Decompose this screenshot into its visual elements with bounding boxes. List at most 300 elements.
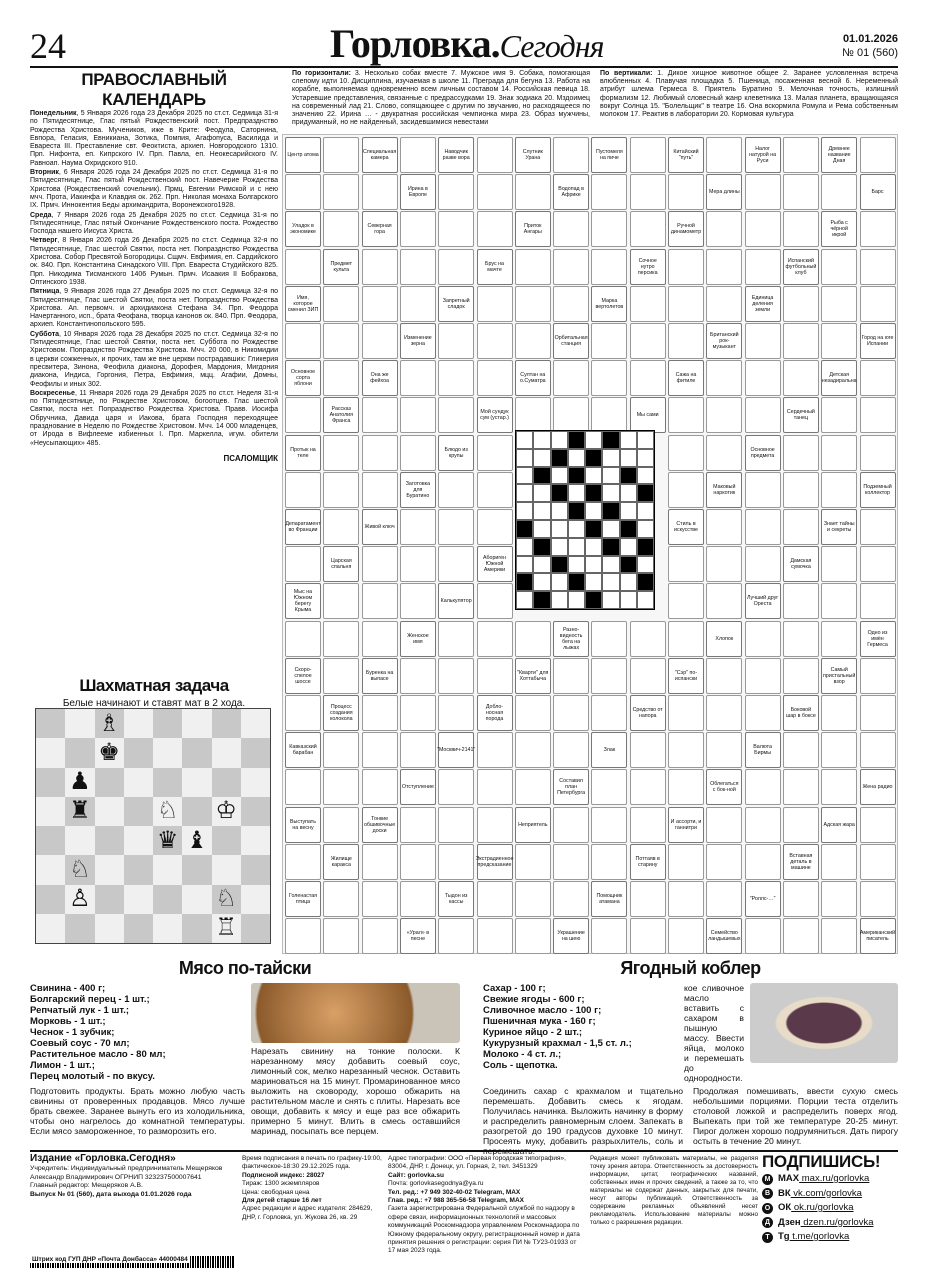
scanword-cell[interactable] [285,397,321,433]
scanword-cell[interactable] [668,546,704,582]
scanword-cell[interactable] [591,807,627,843]
scanword-cell[interactable] [630,286,666,322]
scanword-cell[interactable] [630,360,666,396]
scanword-cell[interactable] [860,360,896,396]
scanword-cell[interactable] [668,732,704,768]
scanword-cell[interactable] [668,844,704,880]
scanword-cell[interactable] [323,658,359,694]
scanword-cell[interactable] [860,695,896,731]
crossword-cell[interactable] [620,573,637,591]
crossword-cell[interactable] [637,431,654,449]
scanword-cell[interactable] [821,769,857,805]
scanword-cell[interactable] [630,137,666,173]
scanword-cell[interactable] [362,844,398,880]
scanword-cell[interactable] [285,918,321,954]
scanword-cell[interactable] [515,695,551,731]
crossword-cell[interactable] [533,573,550,591]
scanword-cell[interactable] [860,509,896,545]
scanword-cell[interactable] [477,621,513,657]
scanword-cell[interactable] [362,249,398,285]
scanword-cell[interactable] [438,844,474,880]
scanword-cell[interactable] [553,807,589,843]
scanword-cell[interactable] [515,621,551,657]
scanword-cell[interactable] [553,397,589,433]
scanword-cell[interactable] [362,621,398,657]
scanword-cell[interactable] [668,249,704,285]
scanword-cell[interactable] [745,323,781,359]
crossword-cell[interactable] [585,431,602,449]
scanword-cell[interactable] [477,286,513,322]
email[interactable]: Почта: gorlovkasegodnya@ya.ru [388,1180,484,1188]
scanword-cell[interactable] [477,881,513,917]
scanword-cell[interactable] [515,732,551,768]
scanword-cell[interactable] [706,397,742,433]
scanword-cell[interactable] [860,137,896,173]
crossword-cell[interactable] [516,556,533,574]
crossword-cell[interactable] [568,556,585,574]
scanword-cell[interactable] [860,397,896,433]
scanword-cell[interactable] [668,174,704,210]
scanword-cell[interactable] [745,174,781,210]
scanword-cell[interactable] [323,360,359,396]
scanword-cell[interactable] [821,844,857,880]
scanword-cell[interactable] [323,881,359,917]
scanword-cell[interactable] [860,286,896,322]
scanword-cell[interactable] [783,807,819,843]
crossword-cell[interactable] [516,431,533,449]
crossword-cell[interactable] [602,449,619,467]
scanword-cell[interactable] [821,732,857,768]
scanword-cell[interactable] [745,695,781,731]
scanword-cell[interactable] [706,658,742,694]
crossword-cell[interactable] [551,431,568,449]
scanword-cell[interactable] [821,286,857,322]
social-link-tg[interactable] [762,1230,898,1245]
scanword-cell[interactable] [860,658,896,694]
scanword-cell[interactable] [477,732,513,768]
crossword-cell[interactable] [516,449,533,467]
scanword-cell[interactable] [477,137,513,173]
scanword-cell[interactable] [400,249,436,285]
scanword-cell[interactable] [783,286,819,322]
scanword-cell[interactable] [745,807,781,843]
scanword-cell[interactable] [591,658,627,694]
crossword-cell[interactable] [533,484,550,502]
scanword-cell[interactable] [821,249,857,285]
crossword-cell[interactable] [551,538,568,556]
scanword-cell[interactable] [438,249,474,285]
scanword-cell[interactable] [438,397,474,433]
scanword-cell[interactable] [668,435,704,471]
scanword-cell[interactable] [745,918,781,954]
scanword-cell[interactable] [362,174,398,210]
scanword-cell[interactable] [668,881,704,917]
scanword-cell[interactable] [630,807,666,843]
scanword-cell[interactable] [783,472,819,508]
scanword-cell[interactable] [438,769,474,805]
scanword-cell[interactable] [783,583,819,619]
scanword-cell[interactable] [438,174,474,210]
scanword-cell[interactable] [323,174,359,210]
scanword-cell[interactable] [362,323,398,359]
crossword-cell[interactable] [585,573,602,591]
scanword-cell[interactable] [362,397,398,433]
scanword-cell[interactable] [591,211,627,247]
scanword-cell[interactable] [706,211,742,247]
scanword-cell[interactable] [668,918,704,954]
scanword-cell[interactable] [438,211,474,247]
crossword-cell[interactable] [602,556,619,574]
scanword-cell[interactable] [706,583,742,619]
scanword-cell[interactable] [821,435,857,471]
scanword-cell[interactable] [706,286,742,322]
scanword-cell[interactable] [285,844,321,880]
scanword-cell[interactable] [630,658,666,694]
scanword-cell[interactable] [630,621,666,657]
scanword-cell[interactable] [362,732,398,768]
scanword-cell[interactable] [400,397,436,433]
crossword-cell[interactable] [568,538,585,556]
scanword-cell[interactable] [323,435,359,471]
crossword-cell[interactable] [637,467,654,485]
social-link-ок[interactable] [762,1201,898,1216]
scanword-cell[interactable] [783,732,819,768]
scanword-cell[interactable] [323,918,359,954]
scanword-cell[interactable] [706,509,742,545]
crossword-cell[interactable] [602,484,619,502]
scanword-cell[interactable] [821,583,857,619]
scanword-cell[interactable] [860,844,896,880]
scanword-cell[interactable] [438,658,474,694]
scanword-cell[interactable] [477,211,513,247]
scanword-cell[interactable] [630,732,666,768]
scanword-cell[interactable] [553,249,589,285]
crossword-cell[interactable] [568,591,585,609]
scanword-cell[interactable] [783,658,819,694]
scanword-cell[interactable] [400,881,436,917]
scanword-cell[interactable] [860,583,896,619]
crossword-cell[interactable] [568,520,585,538]
scanword-cell[interactable] [362,769,398,805]
crossword-cell[interactable] [533,520,550,538]
scanword-cell[interactable] [438,509,474,545]
scanword-cell[interactable] [706,360,742,396]
scanword-cell[interactable] [438,621,474,657]
scanword-cell[interactable] [515,323,551,359]
crossword-cell[interactable] [533,556,550,574]
crossword-cell[interactable] [551,573,568,591]
crossword-cell[interactable] [516,484,533,502]
crossword-cell[interactable] [602,467,619,485]
social-url[interactable]: t.me/gorlovka [789,1231,850,1242]
scanword-cell[interactable] [285,323,321,359]
scanword-cell[interactable] [745,844,781,880]
crossword-cell[interactable] [620,502,637,520]
scanword-cell[interactable] [400,546,436,582]
crossword-cell[interactable] [533,449,550,467]
scanword-cell[interactable] [400,658,436,694]
scanword-cell[interactable] [438,807,474,843]
scanword-cell[interactable] [668,769,704,805]
scanword-cell[interactable] [515,397,551,433]
crossword-cell[interactable] [637,591,654,609]
crossword-cell[interactable] [516,467,533,485]
scanword-cell[interactable] [630,174,666,210]
scanword-cell[interactable] [668,621,704,657]
scanword-cell[interactable] [285,621,321,657]
scanword-cell[interactable] [362,918,398,954]
scanword-cell[interactable] [860,211,896,247]
crossword-cell[interactable] [551,502,568,520]
scanword-cell[interactable] [323,509,359,545]
scanword-cell[interactable] [285,174,321,210]
scanword-cell[interactable] [783,769,819,805]
scanword-cell[interactable] [477,918,513,954]
scanword-cell[interactable] [438,360,474,396]
scanword-cell[interactable] [745,249,781,285]
scanword-cell[interactable] [630,918,666,954]
crossword-cell[interactable] [551,467,568,485]
scanword-cell[interactable] [630,881,666,917]
scanword-cell[interactable] [860,807,896,843]
social-url[interactable]: vk.com/gorlovka [790,1187,862,1199]
scanword-cell[interactable] [400,583,436,619]
scanword-cell[interactable] [400,211,436,247]
scanword-cell[interactable] [400,732,436,768]
crossword-cell[interactable] [637,502,654,520]
crossword-cell[interactable] [602,520,619,538]
crossword-cell[interactable] [585,467,602,485]
scanword-cell[interactable] [668,323,704,359]
scanword-cell[interactable] [553,360,589,396]
scanword-cell[interactable] [706,435,742,471]
crossword-cell[interactable] [516,538,533,556]
scanword-cell[interactable] [783,323,819,359]
scanword-cell[interactable] [438,546,474,582]
crossword-cell[interactable] [516,502,533,520]
crossword-cell[interactable] [637,556,654,574]
scanword-cell[interactable] [821,546,857,582]
scanword-cell[interactable] [783,435,819,471]
scanword-cell[interactable] [553,844,589,880]
scanword-cell[interactable] [745,546,781,582]
scanword-cell[interactable] [515,249,551,285]
site[interactable]: Сайт: gorlovka.su [388,1171,445,1179]
scanword-cell[interactable] [783,211,819,247]
scanword-cell[interactable] [477,583,513,619]
crossword-cell[interactable] [585,556,602,574]
scanword-cell[interactable] [323,807,359,843]
scanword-cell[interactable] [362,695,398,731]
scanword-cell[interactable] [745,211,781,247]
scanword-cell[interactable] [821,174,857,210]
social-url[interactable]: dzen.ru/gorlovka [800,1216,874,1228]
scanword-cell[interactable] [706,807,742,843]
crossword-cell[interactable] [585,502,602,520]
crossword-cell[interactable] [551,520,568,538]
scanword-cell[interactable] [630,211,666,247]
crossword-cell[interactable] [620,538,637,556]
crossword-cell[interactable] [620,591,637,609]
scanword-cell[interactable] [323,211,359,247]
social-url[interactable]: ok.ru/gorlovka [791,1202,854,1213]
scanword-cell[interactable] [285,769,321,805]
scanword-cell[interactable] [477,472,513,508]
scanword-cell[interactable] [668,583,704,619]
scanword-cell[interactable] [745,360,781,396]
scanword-cell[interactable] [515,174,551,210]
social-link-max[interactable] [762,1172,898,1187]
scanword-cell[interactable] [323,472,359,508]
scanword-cell[interactable] [860,546,896,582]
scanword-cell[interactable] [860,881,896,917]
scanword-cell[interactable] [591,397,627,433]
scanword-cell[interactable] [745,397,781,433]
scanword-cell[interactable] [706,732,742,768]
scanword-cell[interactable] [323,583,359,619]
scanword-cell[interactable] [591,621,627,657]
scanword-cell[interactable] [285,695,321,731]
scanword-cell[interactable] [477,174,513,210]
scanword-cell[interactable] [400,286,436,322]
crossword-cell[interactable] [516,591,533,609]
scanword-cell[interactable] [591,360,627,396]
crossword-cell[interactable] [533,431,550,449]
scanword-cell[interactable] [821,397,857,433]
scanword-cell[interactable] [668,397,704,433]
scanword-cell[interactable] [285,472,321,508]
scanword-cell[interactable] [591,323,627,359]
scanword-cell[interactable] [783,621,819,657]
crossword-cell[interactable] [620,484,637,502]
scanword-cell[interactable] [553,658,589,694]
scanword-cell[interactable] [783,137,819,173]
scanword-cell[interactable] [400,509,436,545]
scanword-cell[interactable] [553,137,589,173]
scanword-cell[interactable] [400,435,436,471]
scanword-cell[interactable] [515,881,551,917]
scanword-cell[interactable] [783,509,819,545]
scanword-cell[interactable] [553,211,589,247]
scanword-cell[interactable] [362,881,398,917]
scanword-cell[interactable] [515,286,551,322]
scanword-cell[interactable] [591,918,627,954]
crossword-cell[interactable] [637,449,654,467]
scanword-cell[interactable] [706,695,742,731]
scanword-cell[interactable] [362,472,398,508]
scanword-cell[interactable] [668,695,704,731]
scanword-cell[interactable] [860,435,896,471]
scanword-cell[interactable] [745,658,781,694]
scanword-cell[interactable] [438,918,474,954]
scanword-cell[interactable] [821,881,857,917]
scanword-cell[interactable] [706,844,742,880]
scanword-cell[interactable] [362,286,398,322]
social-link-дзен[interactable] [762,1216,898,1231]
scanword-cell[interactable] [783,360,819,396]
scanword-cell[interactable] [400,360,436,396]
scanword-cell[interactable] [323,621,359,657]
scanword-cell[interactable] [362,583,398,619]
scanword-cell[interactable] [860,249,896,285]
scanword-cell[interactable] [400,695,436,731]
social-url[interactable]: max.ru/gorlovka [799,1173,870,1184]
scanword-cell[interactable] [323,769,359,805]
scanword-cell[interactable] [323,286,359,322]
scanword-cell[interactable] [400,137,436,173]
scanword-cell[interactable] [323,323,359,359]
crossword-cell[interactable] [551,591,568,609]
crossword-cell[interactable] [620,449,637,467]
scanword-cell[interactable] [821,323,857,359]
scanword-cell[interactable] [783,881,819,917]
scanword-cell[interactable] [477,360,513,396]
scanword-cell[interactable] [362,435,398,471]
scanword-cell[interactable] [745,472,781,508]
scanword-cell[interactable] [515,769,551,805]
crossword-cell[interactable] [533,502,550,520]
scanword-cell[interactable] [668,472,704,508]
scanword-cell[interactable] [591,769,627,805]
scanword-cell[interactable] [630,323,666,359]
scanword-cell[interactable] [630,769,666,805]
scanword-cell[interactable] [323,137,359,173]
scanword-cell[interactable] [438,323,474,359]
scanword-cell[interactable] [745,769,781,805]
scanword-cell[interactable] [706,881,742,917]
scanword-cell[interactable] [477,435,513,471]
scanword-cell[interactable] [706,137,742,173]
scanword-cell[interactable] [285,249,321,285]
scanword-cell[interactable] [400,844,436,880]
crossword-cell[interactable] [568,449,585,467]
scanword-cell[interactable] [477,658,513,694]
scanword-cell[interactable] [477,509,513,545]
scanword-cell[interactable] [477,323,513,359]
scanword-cell[interactable] [706,249,742,285]
scanword-cell[interactable] [591,174,627,210]
scanword-cell[interactable] [477,769,513,805]
scanword-cell[interactable] [745,509,781,545]
scanword-cell[interactable] [515,844,551,880]
scanword-cell[interactable] [438,695,474,731]
crossword-cell[interactable] [620,431,637,449]
scanword-cell[interactable] [706,546,742,582]
scanword-cell[interactable] [783,918,819,954]
scanword-cell[interactable] [783,174,819,210]
crossword-cell[interactable] [568,484,585,502]
scanword-cell[interactable] [821,695,857,731]
scanword-cell[interactable] [821,918,857,954]
scanword-cell[interactable] [323,732,359,768]
scanword-cell[interactable] [821,472,857,508]
scanword-cell[interactable] [553,286,589,322]
scanword-cell[interactable] [438,472,474,508]
scanword-cell[interactable] [553,732,589,768]
scanword-cell[interactable] [400,807,436,843]
scanword-cell[interactable] [668,286,704,322]
scanword-cell[interactable] [553,695,589,731]
scanword-cell[interactable] [821,621,857,657]
scanword-cell[interactable] [591,844,627,880]
scanword-cell[interactable] [362,546,398,582]
crossword-cell[interactable] [637,520,654,538]
scanword-cell[interactable] [860,732,896,768]
scanword-cell[interactable] [553,881,589,917]
scanword-cell[interactable] [515,918,551,954]
scanword-cell[interactable] [591,695,627,731]
scanword-cell[interactable] [477,807,513,843]
